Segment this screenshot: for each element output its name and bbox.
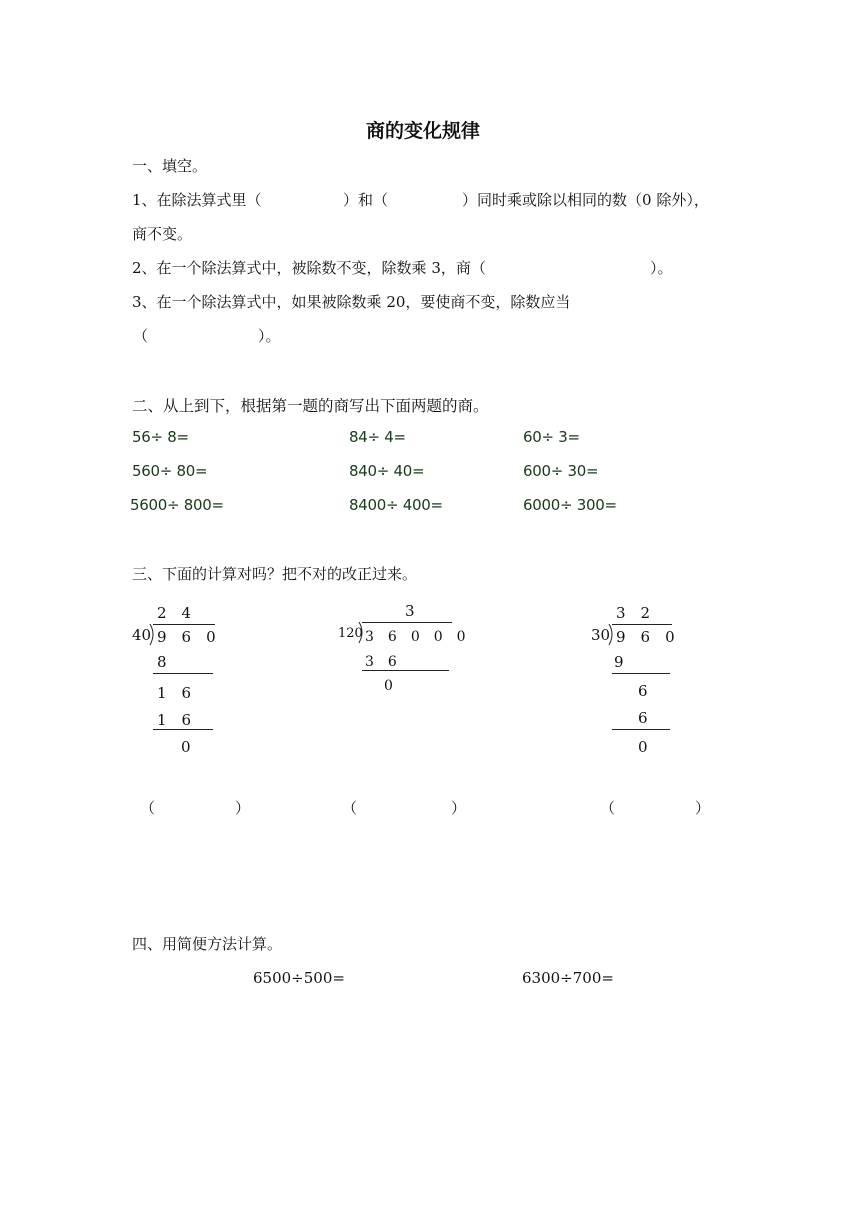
step: 9 — [614, 653, 624, 671]
step-line — [612, 673, 670, 674]
step: 0 — [384, 678, 393, 694]
division-bracket — [608, 624, 616, 646]
quotient: 2 4 — [157, 604, 192, 622]
section3-heading: 三、下面的计算对吗？把不对的改正过来。 — [132, 565, 418, 583]
step: 1 6 — [157, 684, 192, 702]
division-bar — [612, 624, 672, 625]
division-bracket — [149, 624, 157, 646]
divisor: 30 — [591, 626, 611, 644]
step: 1 6 — [157, 711, 192, 729]
q1-line2: 商不变。 — [132, 225, 193, 243]
calc-problem: 6500÷500= — [253, 969, 345, 987]
dividend: 9 6 0 — [157, 628, 216, 646]
calc-problem: 6300÷700= — [522, 969, 614, 987]
section2-heading: 二、从上到下，根据第一题的商写出下面两题的商。 — [132, 397, 489, 415]
q3-close: ）。 — [258, 327, 281, 345]
divisor: 40 — [132, 626, 152, 644]
q1-part-c: ）同时乘或除以相同的数（0 除外）， — [462, 191, 709, 209]
answer-close: ） — [451, 799, 467, 817]
answer-open: （ — [342, 799, 358, 817]
quotient: 3 2 — [616, 604, 651, 622]
answer-open: （ — [140, 799, 156, 817]
step: 6 — [638, 709, 648, 727]
dividend: 3 6 0 0 0 — [365, 629, 466, 645]
step: 6 — [638, 682, 648, 700]
q1-part-a: 1、在除法算式里（ — [132, 191, 262, 209]
q2-text: 2、在一个除法算式中，被除数不变，除数乘 3，商（ — [132, 259, 486, 277]
equation: 5600÷ 800= — [130, 496, 224, 514]
equation: 560÷ 80= — [132, 462, 208, 480]
step: 0 — [638, 738, 648, 756]
division-bar — [153, 624, 215, 625]
equation: 56÷ 8= — [132, 428, 189, 446]
section4-heading: 四、用简便方法计算。 — [132, 935, 283, 953]
step-line — [153, 729, 213, 730]
step-line — [362, 670, 449, 671]
equation: 600÷ 30= — [523, 462, 599, 480]
page-title: 商的变化规律 — [366, 120, 481, 142]
equation: 840÷ 40= — [349, 462, 425, 480]
division-bar — [362, 622, 452, 623]
step: 8 — [157, 653, 167, 671]
step: 0 — [181, 738, 191, 756]
quotient: 3 — [405, 602, 415, 620]
answer-close: ） — [695, 799, 711, 817]
q2-close: ）。 — [650, 259, 673, 277]
equation: 6000÷ 300= — [523, 496, 617, 514]
step-line — [612, 729, 670, 730]
step-line — [153, 673, 213, 674]
equation: 8400÷ 400= — [349, 496, 443, 514]
q3-open: （ — [133, 327, 149, 345]
dividend: 9 6 0 — [616, 628, 675, 646]
q3-line1: 3、在一个除法算式中，如果被除数乘 20，要使商不变，除数应当 — [132, 293, 571, 311]
divisor: 120 — [338, 626, 363, 641]
equation: 84÷ 4= — [349, 428, 406, 446]
equation: 60÷ 3= — [523, 428, 580, 446]
section1-heading: 一、填空。 — [132, 157, 208, 175]
step: 3 6 — [365, 654, 397, 670]
answer-close: ） — [235, 799, 251, 817]
q1-part-b: ）和（ — [343, 191, 389, 209]
answer-open: （ — [600, 799, 616, 817]
